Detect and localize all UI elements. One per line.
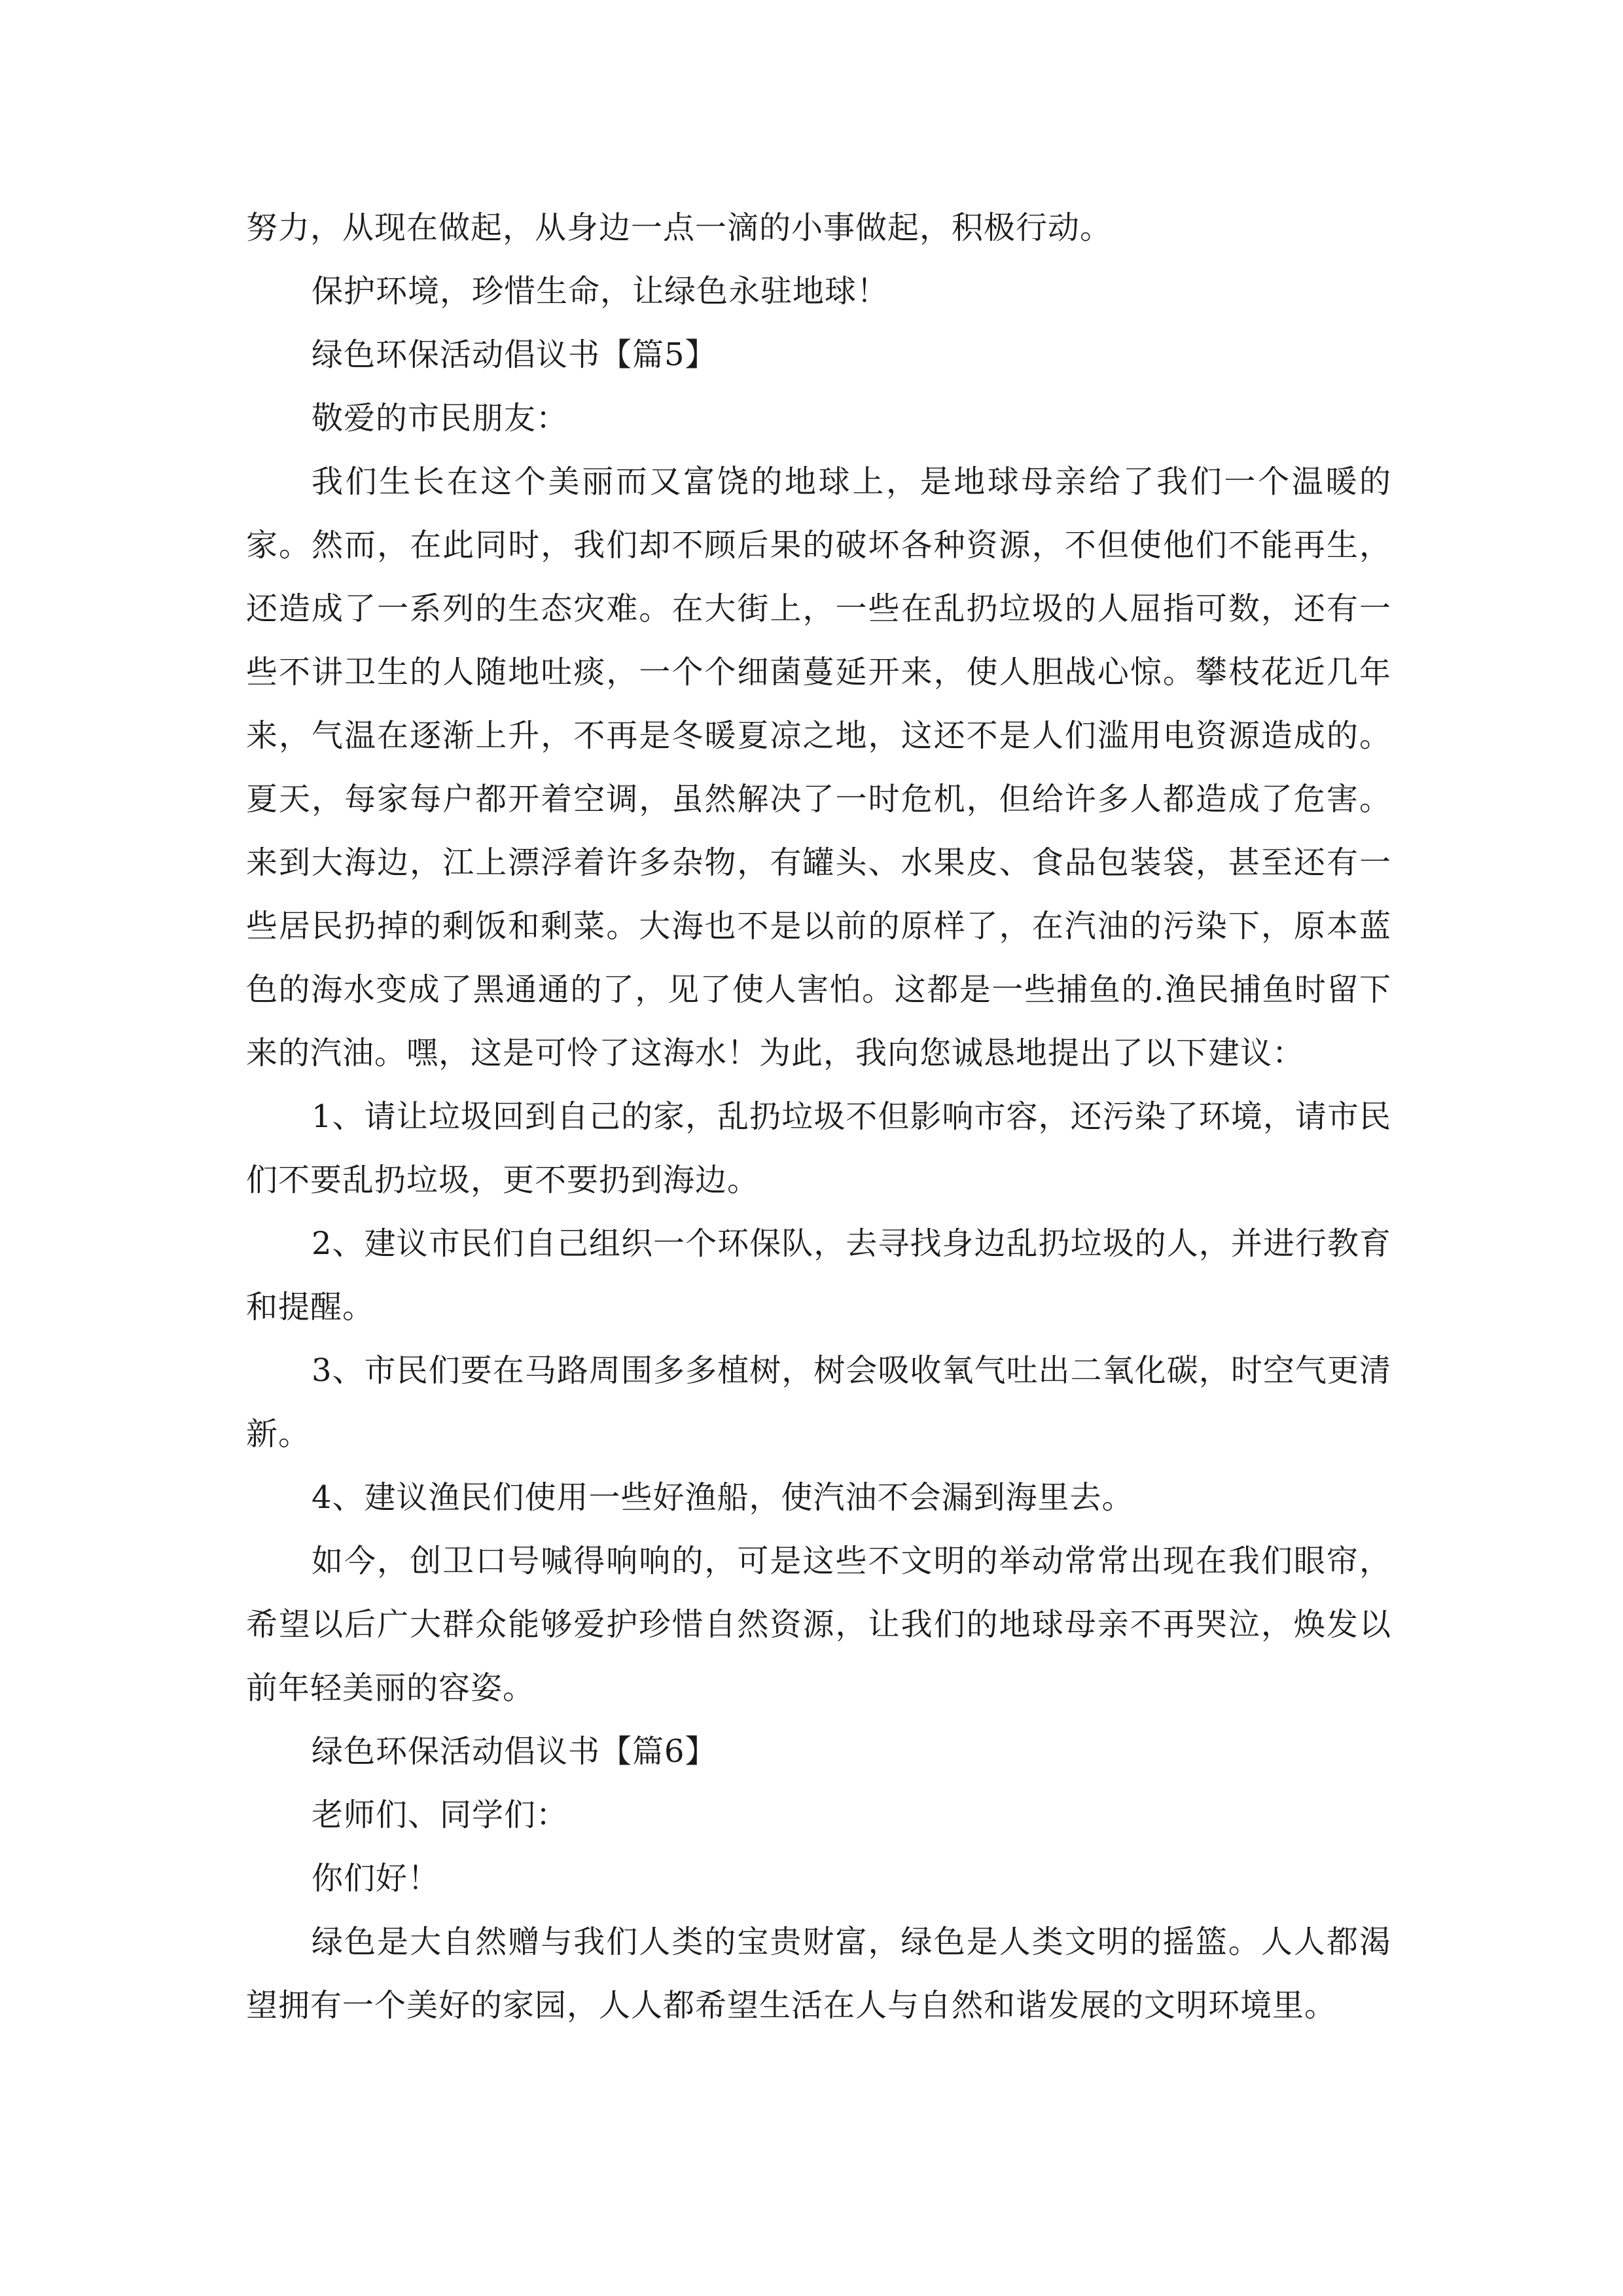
list-item: 4、建议渔民们使用一些好渔船，使汽油不会漏到海里去。 — [312, 1479, 1134, 1516]
section-heading: 绿色环保活动倡议书【篇5】 — [312, 336, 717, 373]
paragraph: 我们生长在这个美丽而又富饶的地球上，是地球母亲给了我们一个温暖的家。然而，在此同时，我们却不顾后果的破坏各种资源，不但使他们不能再生，还造成了一系列的生态灾难。在大街上，一些在乱扔垃圾的人屈指可数，还有一些不讲卫生的人随地吐痰，一个个细菌蔓延开来，使人胆战心惊。攀枝花近几年来，气温在逐渐上升，不再是冬暖夏凉之地，这还不是人们滥用电资源造成的。夏天，每家每户都开着空调，虽然解决了一时危机，但给许多人都造成了危害。来到大海边，江上漂浮着许多杂物，有罐头、水果皮、食品包装袋，甚至还有一些居民扔掉的剩饭和剩菜。大海也不是以前的原样了，在汽油的污染下，原本蓝色的海水变成了黑通通的了，见了使人害怕。这都是一些捕鱼的.渔民捕鱼时留下来的汽油。嘿，这是可怜了这海水！为此，我向您诚恳地提出了以下建议： — [246, 463, 1391, 1071]
paragraph: 努力，从现在做起，从身边一点一滴的小事做起，积极行动。 — [246, 209, 1113, 246]
document-body — [246, 196, 1391, 2037]
list-item: 1、请让垃圾回到自己的家，乱扔垃圾不但影响市容，还污染了环境，请市民们不要乱扔垃圾，更不要扔到海边。 — [246, 1098, 1391, 1198]
greeting: 你们好！ — [312, 1860, 440, 1897]
paragraph: 绿色是大自然赠与我们人类的宝贵财富，绿色是人类文明的摇篮。人人都渴望拥有一个美好的家园，人人都希望生活在人与自然和谐发展的文明环境里。 — [246, 1924, 1391, 2024]
paragraph: 如今，创卫口号喊得响响的，可是这些不文明的举动常常出现在我们眼帘，希望以后广大群众能够爱护珍惜自然资源，让我们的地球母亲不再哭泣，焕发以前年轻美丽的容姿。 — [246, 1543, 1391, 1706]
list-item: 2、建议市民们自己组织一个环保队，去寻找身边乱扔垃圾的人，并进行教育和提醒。 — [246, 1225, 1391, 1325]
salutation: 敬爱的市民朋友： — [312, 400, 569, 437]
paragraph: 保护环境，珍惜生命，让绿色永驻地球！ — [312, 273, 889, 310]
section-heading: 绿色环保活动倡议书【篇6】 — [312, 1733, 717, 1770]
salutation: 老师们、同学们： — [312, 1797, 569, 1833]
list-item: 3、市民们要在马路周围多多植树，树会吸收氧气吐出二氧化碳，时空气更清新。 — [246, 1352, 1391, 1452]
